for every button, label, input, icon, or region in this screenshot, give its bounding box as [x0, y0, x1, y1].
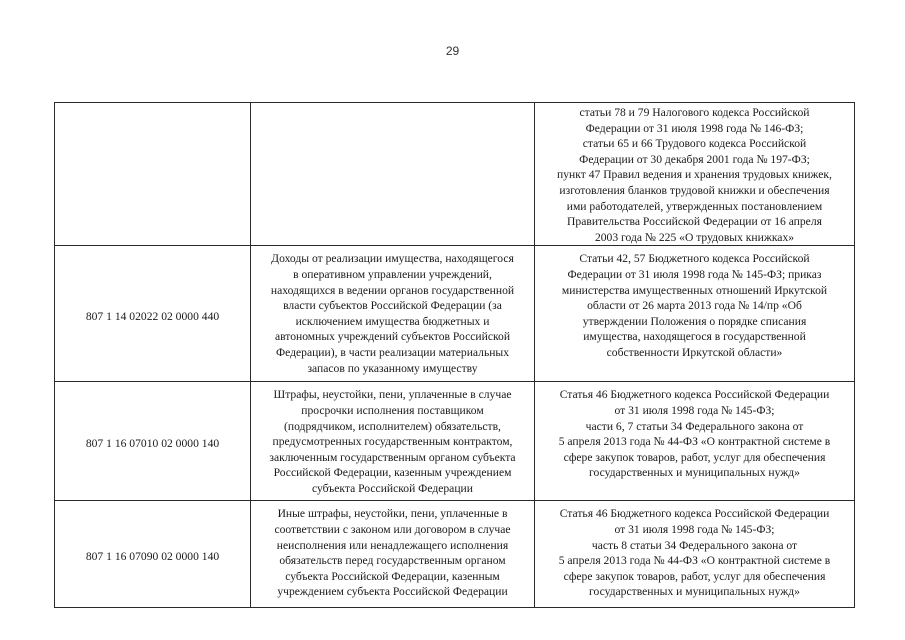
legal-basis-cell — [535, 246, 855, 382]
text-line: 2003 года № 225 «О трудовых книжках» — [594, 230, 795, 244]
budget-code-cell: 807 1 16 07090 02 0000 140 — [55, 501, 251, 608]
text-line: части 6, 7 статьи 34 Федерального закона от — [585, 419, 804, 433]
text-line: субъекта Российской Федерации — [312, 481, 473, 495]
legal-basis-cell — [535, 501, 855, 608]
legal-basis-cell — [535, 382, 855, 501]
text-line: заключенным государственным органом субъекта — [269, 450, 516, 464]
text-line: Федерации от 31 июля 1998 года № 145-ФЗ; приказ — [567, 267, 822, 281]
text-line: обязательств перед государственным органом — [279, 554, 506, 568]
budget-code-cell — [55, 103, 251, 246]
text-line: государственных и муниципальных нужд» — [589, 585, 800, 599]
text-line: 5 апреля 2013 года № 44-ФЗ «О контрактной системе в — [558, 554, 831, 568]
budget-code-cell: 807 1 16 07010 02 0000 140 — [55, 382, 251, 501]
text-line: Статья 46 Бюджетного кодекса Российской Федерации — [559, 507, 830, 521]
text-line: Статья 46 Бюджетного кодекса Российской Федерации — [559, 388, 830, 402]
income-description-cell — [251, 103, 535, 246]
page-number: 29 — [445, 44, 460, 58]
table-row — [55, 103, 855, 246]
text-line: статьи 65 и 66 Трудового кодекса Российской — [582, 137, 807, 151]
text-line: учреждением субъекта Российской Федерации — [277, 585, 508, 599]
text-line: Доходы от реализации имущества, находящегося — [271, 252, 514, 266]
text-line: неисполнения или ненадлежащего исполнения — [276, 538, 509, 552]
text-line: власти субъектов Российской Федерации (за — [283, 299, 502, 313]
text-line: сфере закупок товаров, работ, услуг для обеспечения — [563, 569, 826, 583]
text-line: соответствии с законом или договором в случае — [274, 522, 511, 536]
text-line: (подрядчиком, исполнителем) обязательств, — [284, 419, 501, 433]
text-line: часть 8 статьи 34 Федерального закона от — [591, 538, 798, 552]
income-codes-table — [54, 102, 855, 608]
text-line: Федерации от 30 декабря 2001 года № 197-ФЗ; — [579, 152, 810, 166]
text-line: от 31 июля 1998 года № 145-ФЗ; — [614, 522, 775, 536]
text-line: области от 26 марта 2013 года № 14/пр «Об — [587, 299, 802, 313]
text-line: автономных учреждений субъектов Российской — [274, 330, 511, 344]
text-line: просрочки исполнения поставщиком — [301, 403, 484, 417]
text-line: утверждении Положения о порядке списания — [582, 314, 807, 328]
text-line: в оперативном управлении учреждений, — [293, 267, 492, 281]
text-line: министерства имущественных отношений Иркутской — [561, 283, 828, 297]
text-line: Статьи 42, 57 Бюджетного кодекса Российской — [579, 252, 810, 266]
text-line: статьи 78 и 79 Налогового кодекса Российской — [579, 106, 810, 119]
text-line: ими работодателей, утвержденных постановлением — [566, 199, 823, 213]
text-line: Российской Федерации, казенным учреждением — [273, 466, 512, 480]
text-line: имущества, находящегося в государственной — [583, 330, 806, 344]
income-description-cell — [251, 382, 535, 501]
text-line: пункт 47 Правил ведения и хранения трудовых книжек, — [557, 168, 832, 182]
text-line: предусмотренных государственным контрактом, — [272, 435, 513, 449]
text-line: сфере закупок товаров, работ, услуг для обеспечения — [563, 450, 826, 464]
text-line: Правительства Российской Федерации от 16 апреля — [567, 215, 822, 229]
income-description-cell — [251, 501, 535, 608]
text-line: исключением имущества бюджетных и — [295, 314, 490, 328]
budget-code-cell: 807 1 14 02022 02 0000 440 — [55, 246, 251, 382]
text-line: Штрафы, неустойки, пени, уплаченные в случае — [273, 388, 512, 402]
text-line: Иные штрафы, неустойки, пени, уплаченные в — [277, 507, 508, 521]
table-row — [55, 501, 855, 608]
text-line: от 31 июля 1998 года № 145-ФЗ; — [614, 403, 775, 417]
income-description-cell — [251, 246, 535, 382]
table-row — [55, 246, 855, 382]
text-line: государственных и муниципальных нужд» — [589, 466, 800, 480]
text-line: запасов по указанному имуществу — [307, 361, 478, 375]
text-line: Федерации от 31 июля 1998 года № 146-ФЗ; — [585, 121, 804, 135]
text-line: Федерации), в части реализации материальных — [275, 345, 510, 359]
text-line: 5 апреля 2013 года № 44-ФЗ «О контрактной системе в — [558, 435, 831, 449]
text-line: собственности Иркутской области» — [606, 345, 783, 359]
text-line: субъекта Российской Федерации, казенным — [285, 569, 500, 583]
text-line: находящихся в ведении органов государственной — [270, 283, 515, 297]
legal-basis-cell — [535, 103, 855, 246]
table-row — [55, 382, 855, 501]
text-line: изготовления бланков трудовой книжки и обеспечения — [559, 183, 830, 197]
